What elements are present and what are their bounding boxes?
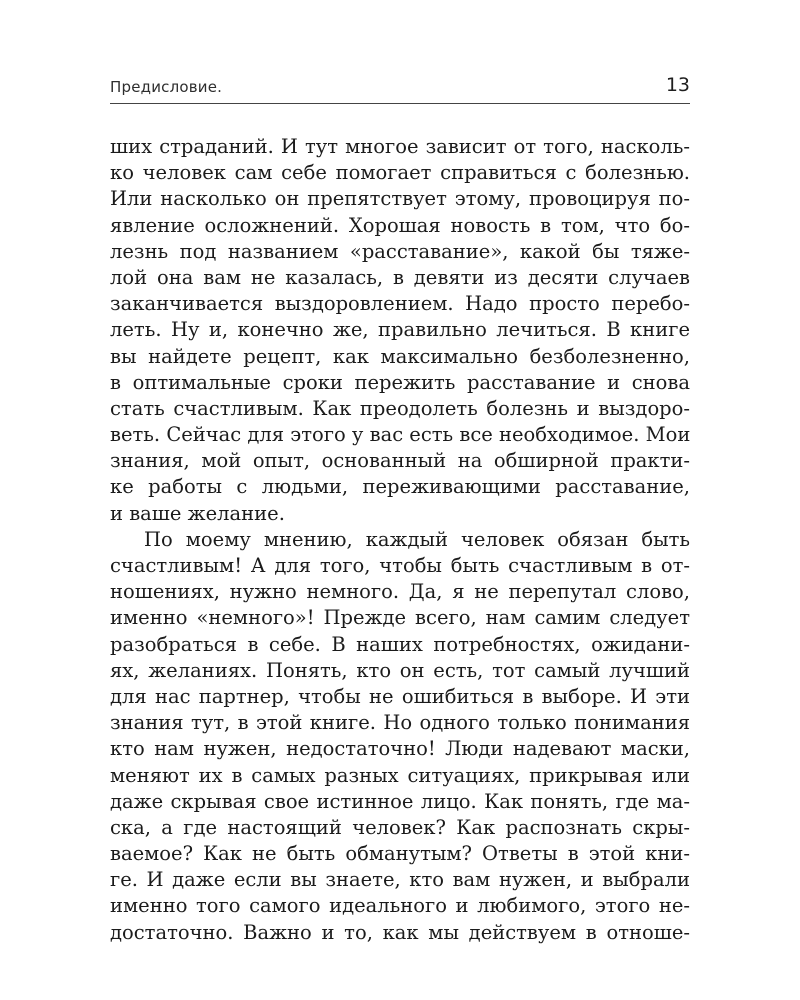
text-line: лой она вам не казалась, в девяти из десяти случаев [110, 265, 690, 289]
text-line: знания тут, в этой книге. Но одного только понимания [110, 711, 690, 735]
text-line: ко человек сам себе помогает справиться с болезнью. [110, 161, 690, 185]
text-line: ге. И даже если вы знаете, кто вам нужен, и выбрали [110, 868, 690, 892]
text-line: для нас партнер, чтобы не ошибиться в выборе. И эти [110, 684, 690, 708]
text-line: стать счастливым. Как преодолеть болезнь и выздоро- [110, 396, 690, 420]
text-line: лезнь под названием «расставание», какой бы тяже- [110, 239, 690, 263]
text-line: знания, мой опыт, основанный на обширной практи- [110, 449, 690, 473]
text-line: ях, желаниях. Понять, кто он есть, тот самый лучший [110, 658, 690, 682]
text-line: меняют их в самых разных ситуациях, прикрывая или [110, 763, 690, 787]
text-line: кто нам нужен, недостаточно! Люди надевают маски, [110, 737, 690, 761]
text-line: ваемое? Как не быть обманутым? Ответы в этой кни- [110, 842, 690, 866]
paragraph-1 [110, 134, 690, 527]
text-line: счастливым! А для того, чтобы быть счастливым в от- [110, 554, 690, 577]
section-title: Предисловие. [110, 78, 223, 96]
paragraph-2 [110, 527, 690, 946]
text-line: веть. Сейчас для этого у вас есть все необходимое. Мои [110, 423, 691, 447]
text-line: ших страданий. И тут многое зависит от того, насколь- [110, 135, 690, 158]
text-line: вы найдете рецепт, как максимально безболезненно, [110, 344, 690, 368]
text-line: По моему мнению, каждый человек обязан быть [144, 527, 690, 551]
text-line: в оптимальные сроки пережить расставание и снова [110, 370, 690, 394]
text-line: разобраться в себе. В наших потребностях, ожидани- [110, 632, 690, 656]
text-line: именно того самого идеального и любимого, этого не- [110, 894, 690, 918]
text-line: даже скрывая свое истинное лицо. Как понять, где ма- [110, 789, 690, 813]
text-line: леть. Ну и, конечно же, правильно лечиться. В книге [110, 318, 690, 342]
text-line: Или насколько он препятствует этому, провоцируя по- [110, 187, 690, 211]
text-line: достаточно. Важно и то, как мы действуем в отноше- [110, 920, 690, 944]
body-text [110, 134, 690, 946]
running-head [110, 72, 690, 102]
text-line: именно «немного»! Прежде всего, нам самим следует [110, 606, 690, 630]
text-line: явление осложнений. Хорошая новость в том, что бо- [110, 213, 690, 237]
text-line: и ваше желание. [110, 501, 285, 525]
text-line: ке работы с людьми, переживающими расставание, [110, 475, 690, 499]
header-rule [110, 103, 690, 104]
text-line: ношениях, нужно немного. Да, я не перепутал слово, [110, 580, 690, 604]
text-line: заканчивается выздоровлением. Надо просто перебо- [110, 292, 690, 316]
page-number: 13 [665, 74, 690, 96]
text-line: ска, а где настоящий человек? Как распознать скры- [110, 815, 690, 839]
